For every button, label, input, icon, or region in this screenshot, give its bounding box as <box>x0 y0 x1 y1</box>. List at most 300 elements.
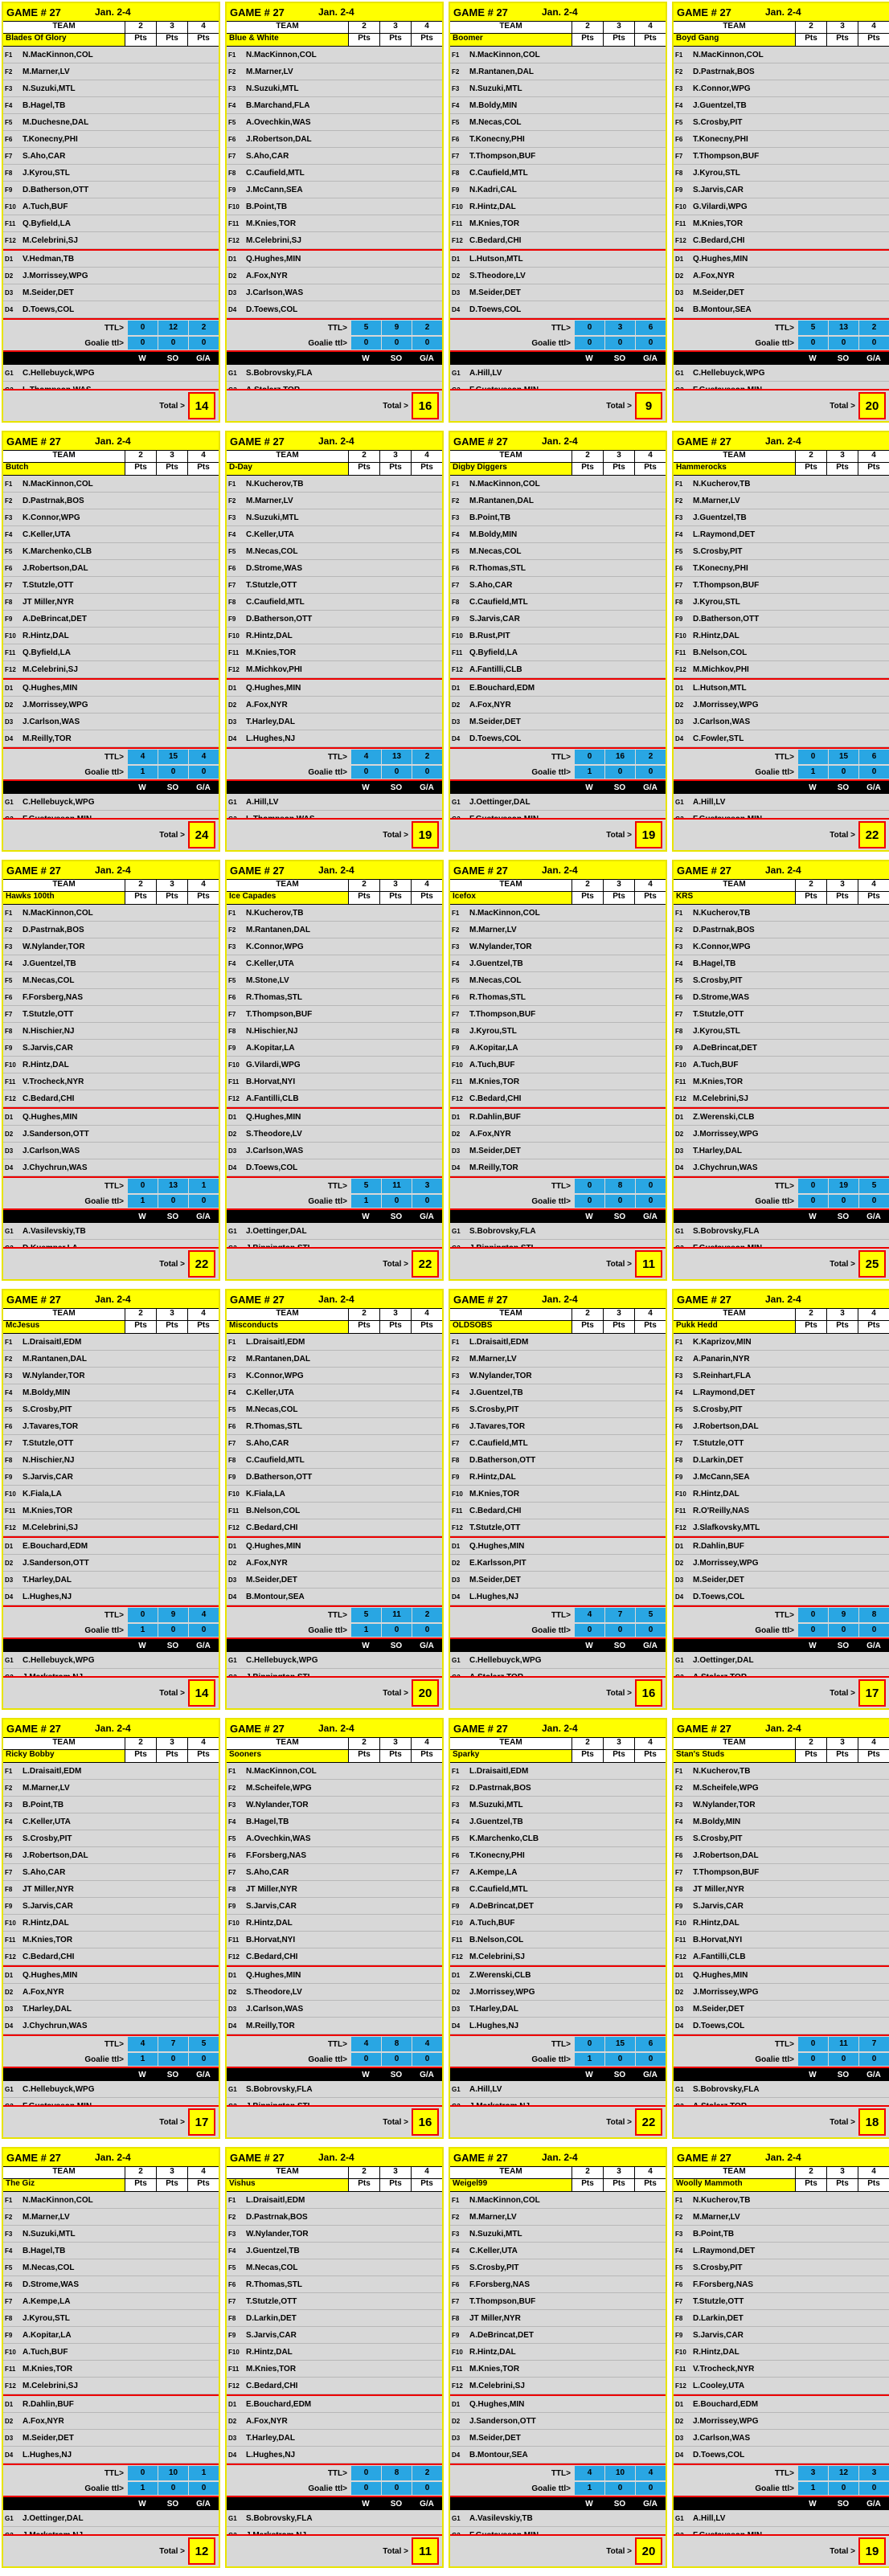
ttl-label: TTL> <box>551 1181 571 1191</box>
player-name: C.Bedard,CHI <box>23 1952 75 1961</box>
total-value: 14 <box>188 392 215 419</box>
player-name: A.Fox,NYR <box>246 1558 288 1568</box>
goalie-total-value: 0 <box>382 337 412 350</box>
slot-label: F4 <box>5 101 13 109</box>
player-row <box>227 1984 442 2001</box>
player-row <box>227 1932 442 1948</box>
player-name: L.Hughes,NJ <box>469 1592 519 1601</box>
col-2: 2 <box>125 880 156 891</box>
player-name: S.Jarvis,CAR <box>469 614 520 624</box>
player-row <box>3 1984 219 2001</box>
player-row <box>674 1368 889 1384</box>
player-name: C.Keller,UTA <box>23 1817 71 1826</box>
player-row <box>450 1401 666 1418</box>
col-3: 3 <box>603 22 634 33</box>
slot-label: F1 <box>228 480 236 488</box>
forwards-list <box>3 476 219 678</box>
total-row <box>450 389 666 421</box>
player-row <box>674 1503 889 1519</box>
goalie-total-row <box>674 2481 889 2497</box>
player-row <box>674 1006 889 1023</box>
slot-label: F2 <box>228 1784 236 1792</box>
w-label: W <box>362 2499 370 2509</box>
player-name: N.Suzuki,MTL <box>246 84 299 93</box>
slot-label: F8 <box>675 1885 683 1893</box>
slot-label: F6 <box>452 2280 460 2288</box>
pts-label: Pts <box>603 892 634 904</box>
col-3: 3 <box>379 1738 411 1749</box>
player-row <box>3 1023 219 1040</box>
player-name: S.Crosby,PIT <box>469 1405 519 1414</box>
pts-label: Pts <box>634 892 666 904</box>
goalie-total-label: Goalie ttl> <box>84 1625 124 1635</box>
game-header <box>450 1719 666 1738</box>
player-row <box>3 114 219 131</box>
forwards-list <box>227 2192 442 2394</box>
player-name: R.Hintz,DAL <box>23 1060 69 1069</box>
col-4: 4 <box>858 1738 889 1749</box>
goalie-total-row <box>674 1194 889 1210</box>
player-row <box>227 1538 442 1555</box>
player-name: D.Toews,COL <box>693 2450 745 2459</box>
total-value: 12 <box>188 2537 215 2565</box>
total-label: Total > <box>830 830 855 840</box>
slot-label: F4 <box>675 959 683 967</box>
col-3: 3 <box>156 451 187 462</box>
player-row <box>3 251 219 268</box>
player-row <box>3 2293 219 2310</box>
team-label: TEAM <box>276 22 299 31</box>
player-row <box>227 680 442 697</box>
slot-label: F1 <box>5 51 13 59</box>
w-label: W <box>809 354 817 363</box>
slot-label: D1 <box>675 1113 684 1121</box>
slot-label: F12 <box>228 1523 240 1531</box>
total-label: Total > <box>830 1259 855 1269</box>
player-row <box>227 2192 442 2209</box>
player-name: D.Batherson,OTT <box>23 185 89 194</box>
total-row <box>3 1247 219 1279</box>
player-row <box>227 1589 442 1605</box>
player-name: M.Necas,COL <box>246 2263 298 2272</box>
forwards-list <box>674 905 889 1107</box>
slot-label: F11 <box>5 219 16 227</box>
player-row <box>3 2344 219 2361</box>
goalie-total-label: Goalie ttl> <box>755 338 794 348</box>
game-number: GAME # 27 <box>453 435 508 448</box>
player-row <box>227 1881 442 1898</box>
pts-label: Pts <box>156 34 187 46</box>
player-row <box>674 1452 889 1469</box>
player-name: D.Toews,COL <box>23 305 75 314</box>
player-row <box>674 198 889 215</box>
so-label: SO <box>390 783 403 792</box>
player-name: M.Celebrini,SJ <box>23 664 78 674</box>
defense-list <box>450 249 666 318</box>
player-row <box>227 1040 442 1057</box>
player-name: S.Crosby,PIT <box>693 117 743 127</box>
slot-label: F10 <box>452 2348 463 2356</box>
slot-label: F11 <box>5 2365 16 2373</box>
player-name: N.Kucherov,TB <box>693 2195 751 2205</box>
pts-label: Pts <box>634 1750 666 1762</box>
ttl-value: 3 <box>798 2466 828 2480</box>
player-name: R.Hintz,DAL <box>246 2347 293 2357</box>
goalie-stats-header <box>450 781 666 794</box>
player-row <box>3 97 219 114</box>
game-date: Jan. 2-4 <box>318 865 354 876</box>
player-row <box>3 2209 219 2226</box>
player-row <box>3 1006 219 1023</box>
player-row <box>3 1967 219 1984</box>
slot-label: D3 <box>675 1147 684 1155</box>
total-value: 22 <box>412 1250 439 1278</box>
player-name: J.Robertson,DAL <box>693 1850 759 1860</box>
goalie-total-value: 0 <box>189 1624 219 1637</box>
player-name: R.Hintz,DAL <box>469 2347 516 2357</box>
goalie-total-row <box>674 336 889 352</box>
goalie-total-value: 0 <box>382 2053 412 2066</box>
ttl-row <box>450 1176 666 1194</box>
slot-label: D1 <box>675 255 684 263</box>
player-row <box>227 182 442 198</box>
ttl-value: 0 <box>575 1179 604 1193</box>
slot-label: D3 <box>675 288 684 296</box>
player-name: Q.Hughes,MIN <box>246 1112 301 1122</box>
pts-label: Pts <box>379 463 411 475</box>
slot-label: F6 <box>452 564 460 572</box>
player-row <box>674 182 889 198</box>
goalie-row <box>3 2081 219 2098</box>
player-name: D.Pastrnak,BOS <box>693 67 755 76</box>
player-name: R.Hintz,DAL <box>693 631 739 640</box>
player-row <box>3 1847 219 1864</box>
ttl-label: TTL> <box>551 752 571 762</box>
player-row <box>227 2276 442 2293</box>
ttl-value: 0 <box>128 1608 158 1622</box>
player-row <box>3 611 219 628</box>
player-name: T.Harley,DAL <box>23 2004 72 2014</box>
player-row <box>227 2226 442 2243</box>
w-label: W <box>585 2070 593 2079</box>
game-number: GAME # 27 <box>677 1293 731 1306</box>
player-name: T.Stutzle,OTT <box>246 2296 297 2306</box>
team-label: TEAM <box>52 880 76 889</box>
slot-label: F3 <box>5 942 13 951</box>
player-row <box>227 47 442 63</box>
forwards-list <box>450 905 666 1107</box>
team-label: TEAM <box>499 22 522 31</box>
player-name: JT Miller,NYR <box>23 597 74 607</box>
slot-label: D4 <box>452 1163 461 1171</box>
ttl-row <box>674 318 889 336</box>
slot-label: F2 <box>452 2213 460 2221</box>
player-name: V.Trocheck,NYR <box>23 1077 84 1086</box>
goalie-total-row <box>450 765 666 781</box>
slot-label: F10 <box>452 1490 463 1498</box>
slot-label: D3 <box>5 288 14 296</box>
player-row <box>674 1763 889 1780</box>
player-row <box>674 628 889 644</box>
slot-label: G1 <box>228 1227 237 1235</box>
slot-label: G1 <box>228 798 237 806</box>
player-row <box>450 697 666 714</box>
goalie-total-label: Goalie ttl> <box>531 2484 571 2493</box>
total-value: 19 <box>412 821 439 848</box>
so-label: SO <box>166 783 179 792</box>
player-row <box>674 1572 889 1589</box>
slot-label: F6 <box>5 993 13 1001</box>
slot-label: F11 <box>452 2365 463 2373</box>
player-name: S.Crosby,PIT <box>693 546 743 556</box>
ttl-row <box>227 2034 442 2052</box>
col-3: 3 <box>603 2167 634 2178</box>
slot-label: D1 <box>228 1542 237 1550</box>
game-number: GAME # 27 <box>6 1293 61 1306</box>
slot-label: F2 <box>228 67 236 76</box>
slot-label: D4 <box>5 305 14 313</box>
player-name: S.Jarvis,CAR <box>246 1901 297 1911</box>
goalie-total-label: Goalie ttl> <box>755 1196 794 1206</box>
slot-label: F9 <box>5 2331 13 2339</box>
slot-label: F9 <box>452 2331 460 2339</box>
player-name: C.Caufield,MTL <box>469 1884 528 1894</box>
player-row <box>450 1797 666 1813</box>
player-name: M.Reilly,TOR <box>246 2021 295 2030</box>
player-row <box>3 2276 219 2293</box>
player-name: A.Fox,NYR <box>246 271 288 280</box>
team-col-row <box>3 451 219 463</box>
player-row <box>450 509 666 526</box>
ttl-row <box>227 318 442 336</box>
ttl-row <box>674 2034 889 2052</box>
total-value: 16 <box>412 2108 439 2136</box>
player-name: R.Thomas,STL <box>469 563 526 573</box>
player-row <box>674 577 889 594</box>
player-name: G.Vilardi,WPG <box>693 202 748 211</box>
player-row <box>450 922 666 938</box>
total-label: Total > <box>606 830 632 840</box>
ttl-row <box>674 747 889 765</box>
forwards-list <box>227 1334 442 1536</box>
ttl-row <box>450 318 666 336</box>
team-label: TEAM <box>723 1738 746 1747</box>
goalie-total-value: 0 <box>158 2053 188 2066</box>
player-name: K.Connor,WPG <box>246 942 304 951</box>
player-name: M.Scheifele,WPG <box>246 1783 312 1793</box>
pts-label: Pts <box>572 1750 603 1762</box>
col-2: 2 <box>795 22 826 33</box>
slot-label: D3 <box>228 1576 237 1584</box>
col-2: 2 <box>795 451 826 462</box>
slot-label: F3 <box>228 513 236 521</box>
col-2: 2 <box>572 451 603 462</box>
slot-label: G1 <box>452 798 461 806</box>
team-col-row <box>3 1738 219 1750</box>
team-col-row <box>450 451 666 463</box>
player-row <box>450 1984 666 2001</box>
player-row <box>3 1384 219 1401</box>
total-label: Total > <box>383 1259 408 1269</box>
so-label: SO <box>837 354 850 363</box>
goalie-total-row <box>450 2481 666 2497</box>
defense-list <box>450 1965 666 2034</box>
slot-label: F5 <box>228 976 236 984</box>
goalie-total-label: Goalie ttl> <box>755 2484 794 2493</box>
player-row <box>3 922 219 938</box>
goalie-stats-header <box>674 1639 889 1652</box>
team-col-row <box>227 880 442 892</box>
player-name: M.Necas,COL <box>246 546 298 556</box>
slot-label: F1 <box>675 2196 683 2204</box>
player-name: M.Necas,COL <box>469 117 522 127</box>
slot-label: F4 <box>228 1388 236 1396</box>
player-row <box>674 2226 889 2243</box>
team-label: TEAM <box>276 2167 299 2176</box>
so-label: SO <box>837 2070 850 2079</box>
player-row <box>450 1881 666 1898</box>
player-row <box>3 148 219 165</box>
player-row <box>3 1589 219 1605</box>
player-name: M.Necas,COL <box>469 975 522 985</box>
ttl-value: 15 <box>158 750 188 764</box>
player-name: N.Suzuki,MTL <box>246 513 299 522</box>
slot-label: F10 <box>228 1919 240 1927</box>
slot-label: F6 <box>675 1851 683 1859</box>
pts-label: Pts <box>603 2179 634 2191</box>
goalie-total-row <box>450 2052 666 2068</box>
player-row <box>3 2192 219 2209</box>
slot-label: F10 <box>675 632 686 640</box>
team-name: D-Day <box>227 463 348 475</box>
ttl-row <box>227 1605 442 1623</box>
player-name: J.Carlson,WAS <box>23 1146 80 1155</box>
player-row <box>3 165 219 182</box>
slot-label: F7 <box>675 2297 683 2305</box>
player-row <box>674 526 889 543</box>
player-row <box>3 1452 219 1469</box>
goalie-total-value: 0 <box>636 1624 666 1637</box>
player-name: M.Seider,DET <box>246 1575 297 1584</box>
total-label: Total > <box>830 2546 855 2556</box>
ttl-label: TTL> <box>104 752 124 762</box>
player-row <box>3 730 219 747</box>
goalie-stats-header <box>227 352 442 365</box>
slot-label: F11 <box>675 1077 686 1086</box>
player-name: M.Scheifele,WPG <box>693 1783 759 1793</box>
game-date: Jan. 2-4 <box>95 1294 131 1305</box>
goalie-total-value: 0 <box>351 766 381 779</box>
player-name: M.Marner,LV <box>693 2212 740 2222</box>
player-name: M.Seider,DET <box>23 288 74 297</box>
slot-label: F7 <box>228 2297 236 2305</box>
total-row <box>227 2534 442 2566</box>
player-row <box>674 1469 889 1486</box>
slot-label: F3 <box>228 84 236 92</box>
slot-label: G1 <box>452 369 461 377</box>
player-row <box>674 2447 889 2464</box>
slot-label: G1 <box>675 2514 684 2522</box>
slot-label: D4 <box>228 2451 237 2459</box>
goalie-stats-header <box>450 1639 666 1652</box>
ttl-value: 2 <box>412 1608 442 1622</box>
goalie-stats-header <box>450 2497 666 2510</box>
col-2: 2 <box>572 22 603 33</box>
player-row <box>3 1797 219 1813</box>
ttl-label: TTL> <box>104 2039 124 2049</box>
player-row <box>227 1847 442 1864</box>
defense-list <box>3 1965 219 2034</box>
slot-label: F12 <box>452 2382 463 2390</box>
goalie-name: C.Hellebuyck,WPG <box>246 1655 318 1665</box>
ttl-value: 0 <box>798 750 828 764</box>
slot-label: F4 <box>675 1818 683 1826</box>
slot-label: F1 <box>5 480 13 488</box>
player-row <box>450 1368 666 1384</box>
pts-label: Pts <box>156 1750 187 1762</box>
game-date: Jan. 2-4 <box>318 1294 354 1305</box>
player-name: L.Draisaitl,EDM <box>246 1337 305 1347</box>
total-label: Total > <box>830 401 855 411</box>
player-row <box>3 1932 219 1948</box>
total-value: 25 <box>858 1250 886 1278</box>
player-row <box>450 1763 666 1780</box>
player-row <box>450 476 666 493</box>
player-row <box>227 989 442 1006</box>
player-row <box>450 955 666 972</box>
player-row <box>227 1948 442 1965</box>
ga-label: G/A <box>196 783 211 792</box>
player-name: M.Rantanen,DAL <box>246 925 310 934</box>
goalie-total-value: 0 <box>605 337 635 350</box>
game-header <box>3 432 219 451</box>
player-row <box>3 2018 219 2034</box>
pts-label: Pts <box>187 1750 219 1762</box>
player-row <box>450 2344 666 2361</box>
player-name: A.Tuch,BUF <box>23 2347 68 2357</box>
player-row <box>450 1418 666 1435</box>
team-col-row <box>674 22 889 34</box>
slot-label: D3 <box>675 2434 684 2442</box>
player-row <box>227 2413 442 2430</box>
player-name: Q.Byfield,LA <box>469 648 518 657</box>
team-name: Sooners <box>227 1750 348 1762</box>
player-row <box>674 1351 889 1368</box>
slot-label: F7 <box>452 581 460 589</box>
col-3: 3 <box>826 451 858 462</box>
player-row <box>3 2001 219 2018</box>
team-name: Pukk Hedd <box>674 1321 795 1333</box>
player-row <box>674 2243 889 2259</box>
goalie-total-value: 1 <box>128 766 158 779</box>
player-row <box>227 198 442 215</box>
ttl-value: 4 <box>412 2037 442 2051</box>
col-3: 3 <box>379 451 411 462</box>
player-row <box>3 509 219 526</box>
team-card <box>2 2147 220 2568</box>
player-row <box>3 680 219 697</box>
slot-label: D1 <box>5 684 14 692</box>
player-row <box>227 1813 442 1830</box>
ttl-value: 4 <box>189 1608 219 1622</box>
goalie-total-value: 0 <box>859 1624 889 1637</box>
player-name: B.Horvat,NYI <box>246 1935 296 1944</box>
slot-label: D4 <box>5 1593 14 1601</box>
so-label: SO <box>837 1641 850 1650</box>
team-name: Blades Of Glory <box>3 34 125 46</box>
col-4: 4 <box>187 1309 219 1320</box>
player-name: A.Tuch,BUF <box>23 202 68 211</box>
